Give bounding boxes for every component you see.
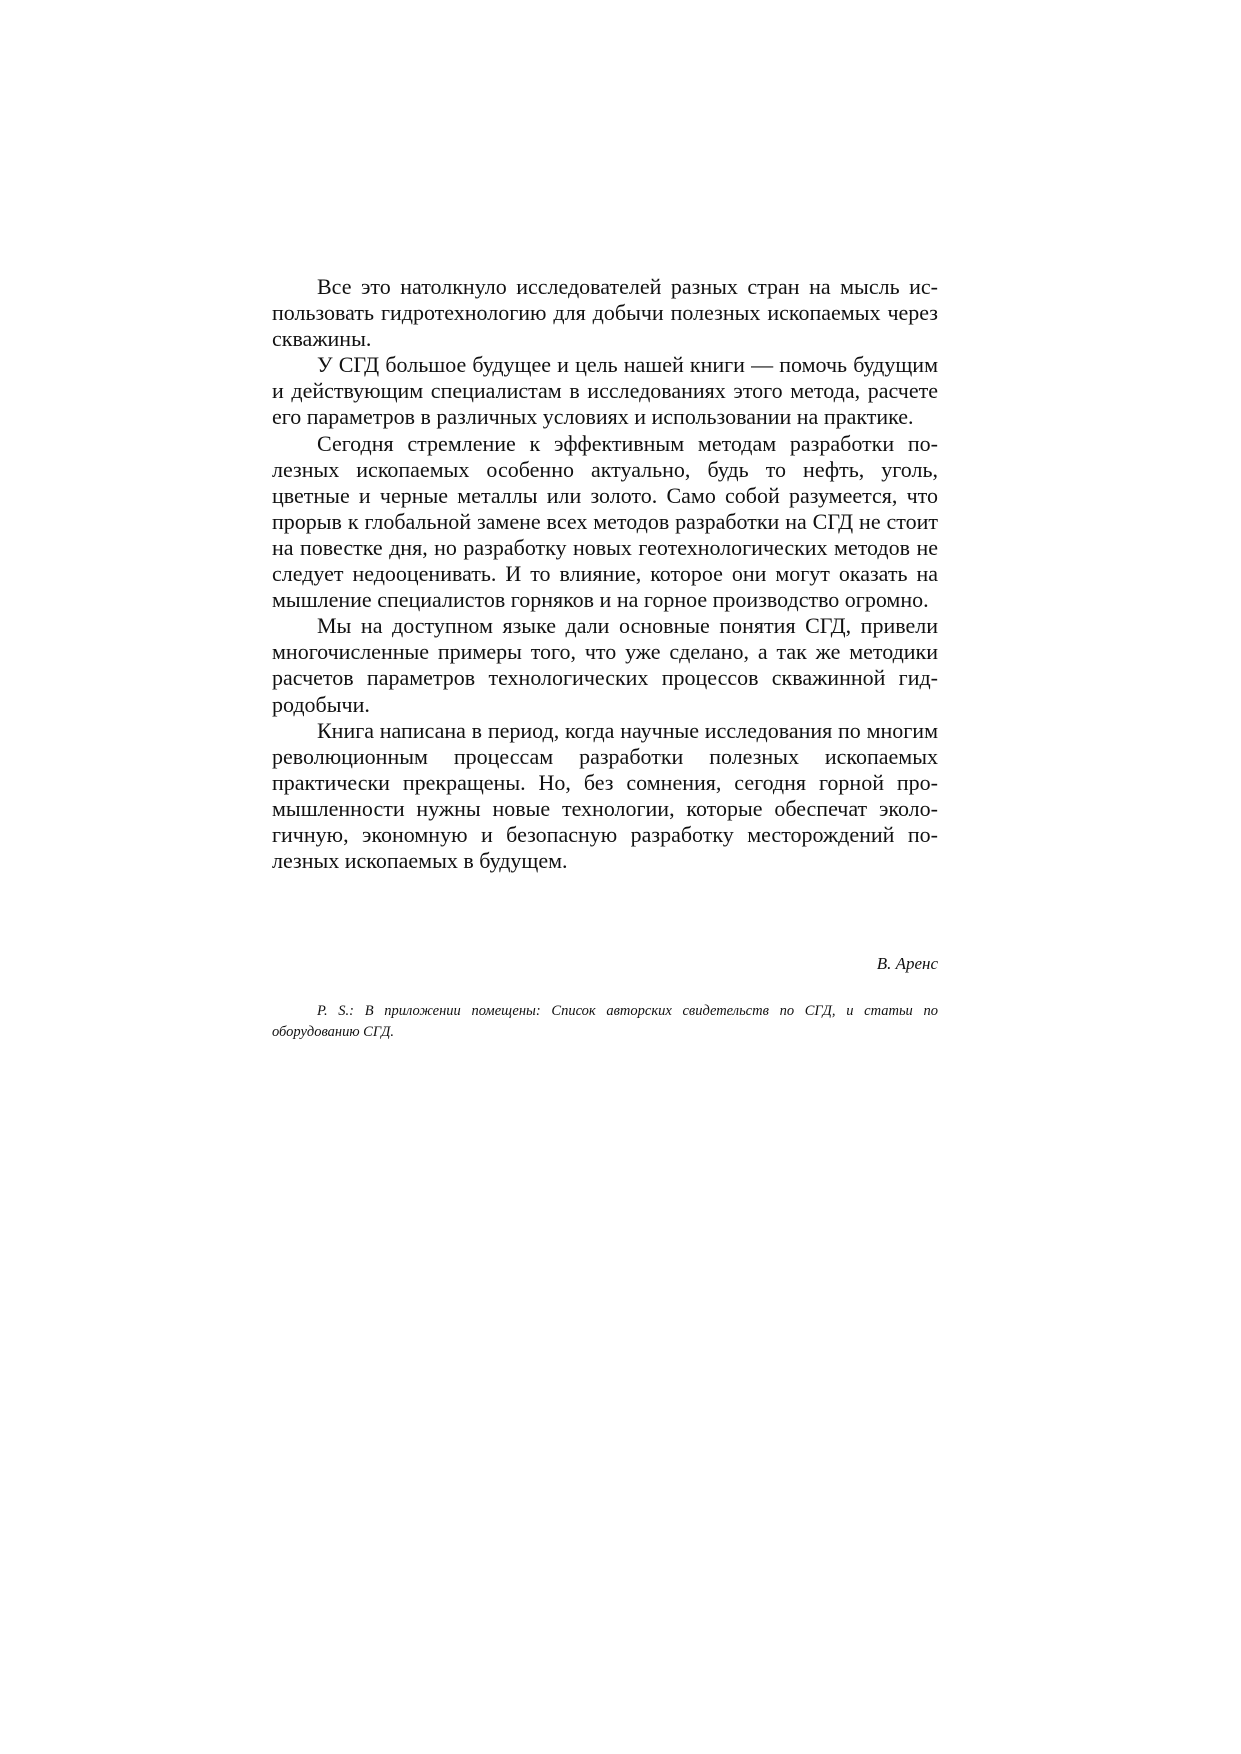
author-signature: В. Аренс <box>876 954 938 973</box>
paragraph-3: Сегодня стремление к эффективным методам разработки полезных ископаемых особенно актуально, будь то нефть, уголь, цветные и черные металлы или золото. Само собой разумеется, что прорыв к глобальной замене всех методов разработки на СГД не стоит на повестке дня, но разработку новых геотехнологических методов не следует недооценивать. И то влияние, которое они могут оказать на мышление специалистов горняков и на горное производство огромно. <box>272 430 938 613</box>
paragraph-4: Мы на доступном языке дали основные понятия СГД, привели многочисленные примеры того, что уже сделано, а так же методики расчетов параметров технологических процессов скважинной гидродобычи. <box>272 613 938 717</box>
paragraph-2: У СГД большое будущее и цель нашей книги — помочь будущим и действующим специалистам в исследованиях этого метода, расчете его параметров в различных условиях и использовании на практике. <box>272 352 938 430</box>
paragraph-5: Книга написана в период, когда научные исследования по многим революционным процессам разработки полезных ископаемых практически прекращены. Но, без сомнения, сегодня горной промышленности нужны новые технологии, которые обеспечат экологичную, экономную и безопасную разработку месторождений полезных ископаемых в будущем. <box>272 717 938 874</box>
body-text <box>272 274 938 874</box>
paragraph-1: Все это натолкнуло исследователей разных стран на мысль использовать гидротехнологию для добычи полезных ископаемых через скважины. <box>272 274 938 352</box>
postscript-note: P. S.: В приложении помещены: Список авторских свидетельств по СГД, и статьи по оборудованию СГД. <box>272 1003 938 1040</box>
